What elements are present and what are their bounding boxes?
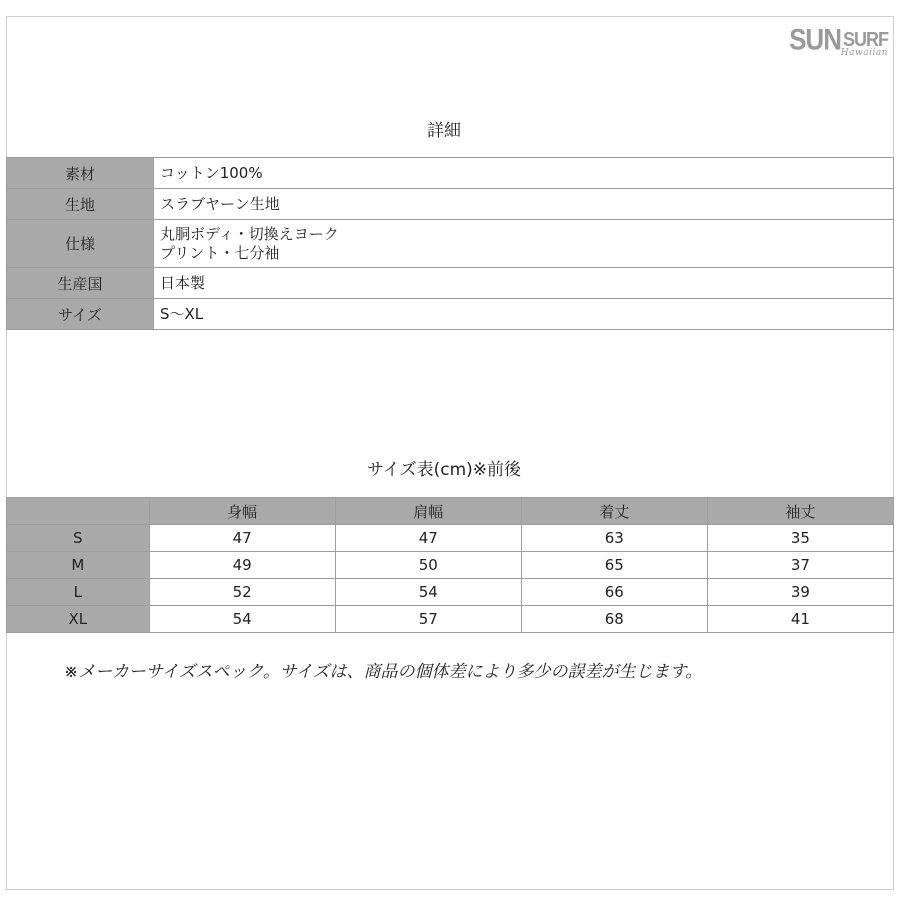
size-cell: 66 (521, 579, 707, 606)
detail-value-line: S〜XL (160, 304, 204, 323)
size-cell: 57 (335, 606, 521, 633)
size-cell: 47 (335, 525, 521, 552)
size-label: XL (7, 606, 150, 633)
size-label: M (7, 552, 150, 579)
page-frame (6, 16, 894, 890)
size-cell: 37 (707, 552, 893, 579)
size-cell: 35 (707, 525, 893, 552)
size-header-cell: 着丈 (521, 498, 707, 525)
size-header-cell: 身幅 (149, 498, 335, 525)
logo-wordmark (789, 21, 888, 57)
detail-value (154, 158, 894, 189)
size-table-title: サイズ表(cm)※前後 (366, 460, 522, 480)
detail-value (154, 220, 894, 268)
detail-value-line: スラブヤーン生地 (160, 194, 280, 213)
detail-label: 仕様 (7, 220, 154, 268)
size-header-cell: 袖丈 (707, 498, 893, 525)
detail-value (154, 189, 894, 220)
table-row (7, 606, 894, 633)
size-cell: 52 (149, 579, 335, 606)
size-cell: 54 (335, 579, 521, 606)
size-label: L (7, 579, 150, 606)
detail-row (7, 268, 894, 299)
detail-table (6, 157, 894, 330)
size-cell: 47 (149, 525, 335, 552)
brand-logo (789, 21, 888, 58)
size-disclaimer-note: ※メーカーサイズスペック。サイズは、商品の個体差により多少の誤差が生じます。 (64, 662, 703, 682)
detail-title: 詳細 (427, 121, 461, 141)
size-cell: 68 (521, 606, 707, 633)
detail-label: 素材 (7, 158, 154, 189)
size-table (6, 497, 894, 633)
detail-row (7, 299, 894, 330)
detail-row (7, 158, 894, 189)
detail-value-line: 丸胴ボディ・切換えヨーク (160, 224, 339, 243)
table-row (7, 525, 894, 552)
detail-value (154, 299, 894, 330)
logo-surf-text: SURF (843, 27, 888, 51)
table-row (7, 552, 894, 579)
detail-value-line: コットン100% (160, 163, 263, 182)
size-cell: 54 (149, 606, 335, 633)
size-header-cell: 肩幅 (335, 498, 521, 525)
size-cell: 39 (707, 579, 893, 606)
size-cell: 50 (335, 552, 521, 579)
table-row (7, 579, 894, 606)
detail-label: サイズ (7, 299, 154, 330)
detail-label: 生地 (7, 189, 154, 220)
detail-value-line: プリント・七分袖 (160, 243, 280, 262)
size-cell: 65 (521, 552, 707, 579)
logo-sun-text: SUN (789, 21, 841, 57)
detail-row (7, 189, 894, 220)
detail-value-line: 日本製 (160, 273, 206, 292)
detail-value (154, 268, 894, 299)
logo-subtext: Hawaiian (840, 48, 888, 58)
size-label: S (7, 525, 150, 552)
detail-row (7, 220, 894, 268)
size-cell: 63 (521, 525, 707, 552)
detail-label: 生産国 (7, 268, 154, 299)
size-cell: 49 (149, 552, 335, 579)
size-table-header (7, 498, 894, 525)
size-header-cell (7, 498, 150, 525)
size-cell: 41 (707, 606, 893, 633)
